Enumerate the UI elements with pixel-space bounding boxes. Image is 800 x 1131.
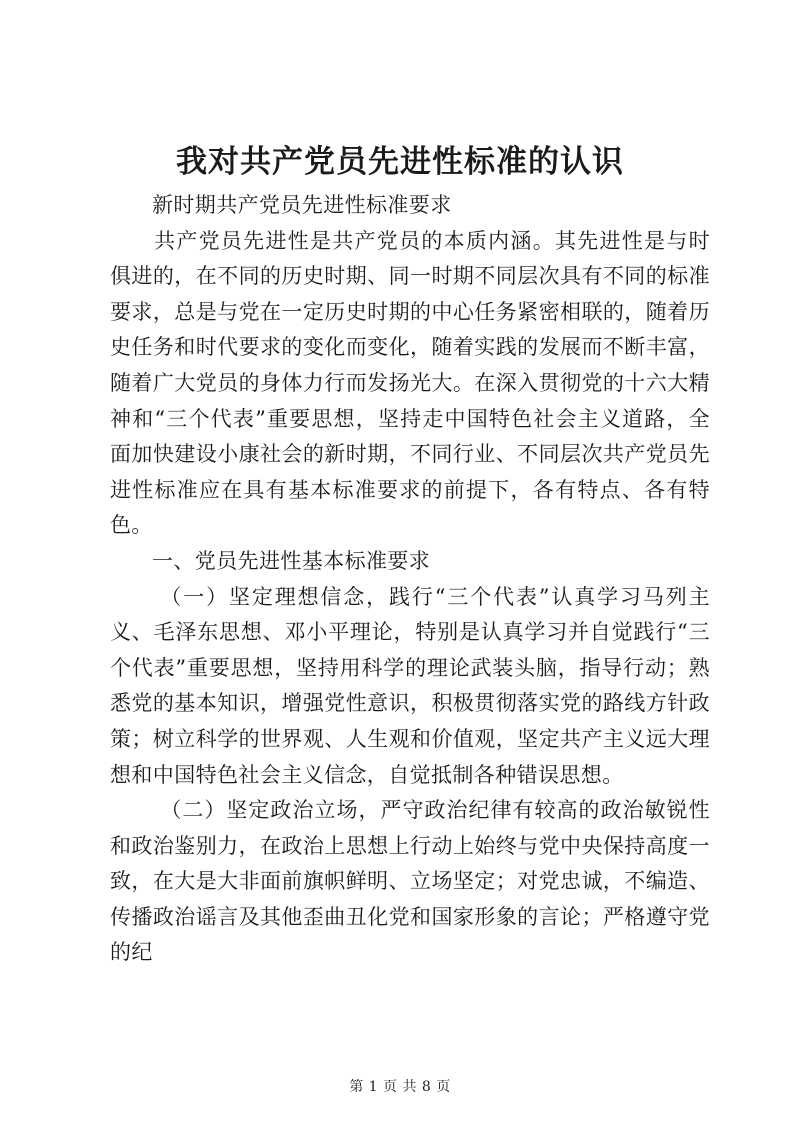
subtitle: 新时期共产党员先进性标准要求 <box>152 193 452 217</box>
document-body <box>110 188 710 971</box>
intro-paragraph: 共产党员先进性是共产党员的本质内涵。其先进性是与时俱进的，在不同的历史时期、同一时期不同层次具有不同的标准要求，总是与党在一定历史时期的中心任务紧密相联的，随着历史任务和时代要求的变化而变化，随着实践的发展而不断丰富，随着广大党员的身体力行而发扬光大。在深入贯彻党的十六大精神和“三个代表”重要思想，坚持走中国特色社会主义道路，全面加快建设小康社会的新时期，不同行业、不同层次共产党员先进性标准应在具有基本标准要求的前提下，各有特点、各有特色。 <box>110 228 710 538</box>
document-title: 我对共产党员先进性标准的认识 <box>176 144 624 180</box>
page-number: 第 1 页 共 8 页 <box>349 1079 451 1095</box>
list-item-1: （一）坚定理想信念，践行“三个代表”认真学习马列主义、毛泽东思想、邓小平理论，特别是认真学习并自觉践行“三个代表”重要思想，坚持用科学的理论武装头脑，指导行动；熟悉党的基本知识，增强党性意识，积极贯彻落实党的路线方针政策；树立科学的世界观、人生观和价值观，坚定共产主义远大理想和中国特色社会主义信念，自觉抵制各种错误思想。 <box>110 584 710 787</box>
list-item-2: （二）坚定政治立场，严守政治纪律有较高的政治敏锐性和政治鉴别力，在政治上思想上行动上始终与党中央保持高度一致，在大是大非面前旗帜鲜明、立场坚定；对党忠诚，不编造、传播政治谣言及其他歪曲丑化党和国家形象的言论；严格遵守党的纪 <box>110 798 710 965</box>
section-heading: 一、党员先进性基本标准要求 <box>152 548 431 573</box>
